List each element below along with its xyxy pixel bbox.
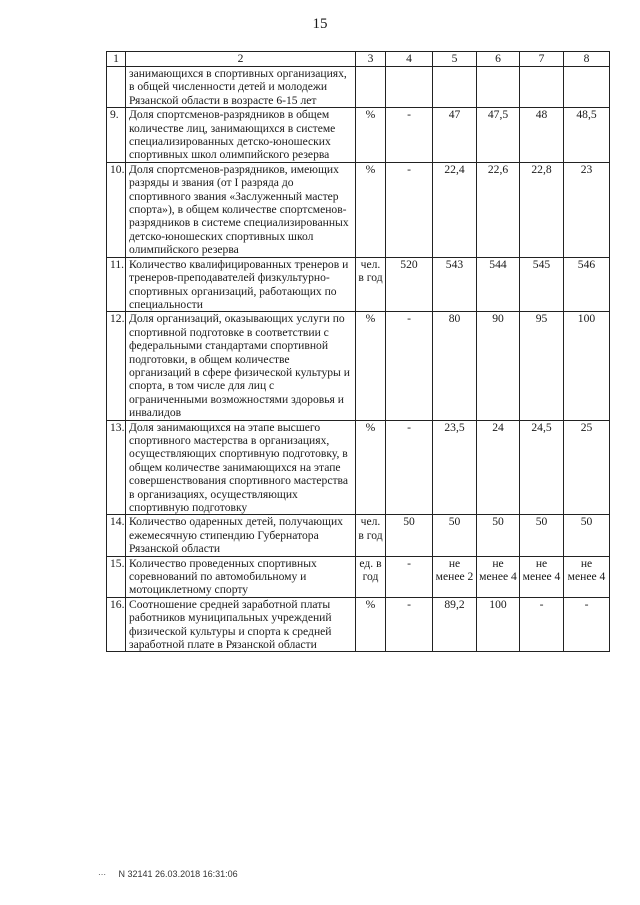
value-col-5: 22,4	[433, 162, 477, 257]
row-number: 9.	[107, 108, 126, 163]
stamp-text: N 32141 26.03.2018 16:31:06	[118, 869, 238, 879]
indicators-table	[106, 51, 610, 652]
table-row	[107, 67, 610, 108]
table-row	[107, 257, 610, 312]
value-col-7: -	[520, 597, 564, 652]
header-col-4: 4	[386, 52, 433, 67]
value-col-4	[386, 67, 433, 108]
value-col-4: -	[386, 162, 433, 257]
table-row	[107, 420, 610, 515]
indicator-text: Количество одаренных детей, получающих ежемесячную стипендию Губернатора Рязанской области	[126, 515, 356, 556]
unit-cell	[356, 67, 386, 108]
value-col-5: 50	[433, 515, 477, 556]
header-col-1: 1	[107, 52, 126, 67]
value-col-6: 24	[477, 420, 520, 515]
unit-cell: %	[356, 312, 386, 420]
row-number: 10.	[107, 162, 126, 257]
value-col-5: 23,5	[433, 420, 477, 515]
document-stamp-footer	[98, 869, 238, 879]
unit-cell: %	[356, 420, 386, 515]
header-col-6: 6	[477, 52, 520, 67]
table-row	[107, 108, 610, 163]
value-col-5: 89,2	[433, 597, 477, 652]
unit-cell: %	[356, 108, 386, 163]
value-col-8: 100	[564, 312, 610, 420]
value-col-7: не менее 4	[520, 556, 564, 597]
table-row	[107, 162, 610, 257]
value-col-6: 90	[477, 312, 520, 420]
value-col-5: не менее 2	[433, 556, 477, 597]
value-col-7: 24,5	[520, 420, 564, 515]
header-col-3: 3	[356, 52, 386, 67]
page-number: 15	[312, 16, 328, 32]
value-col-6	[477, 67, 520, 108]
indicator-text: Доля спортсменов-разрядников в общем количестве лиц, занимающихся в системе специализированных детско-юношеских спортивных школ олимпийского резерва	[126, 108, 356, 163]
value-col-6: 22,6	[477, 162, 520, 257]
indicators-table-container	[106, 51, 609, 652]
scan-stamp-icon: ⋯	[98, 870, 106, 879]
row-number: 12.	[107, 312, 126, 420]
unit-cell: %	[356, 162, 386, 257]
value-col-8: 25	[564, 420, 610, 515]
value-col-5	[433, 67, 477, 108]
row-number: 15.	[107, 556, 126, 597]
unit-cell: %	[356, 597, 386, 652]
value-col-8: -	[564, 597, 610, 652]
table-row	[107, 597, 610, 652]
value-col-4: 520	[386, 257, 433, 312]
indicator-text: Доля организаций, оказывающих услуги по спортивной подготовке в соответствии с федеральными стандартами спортивной подготовки, в общем количестве организаций в сфере физической культуры и спорта, в том числе для лиц с ограниченными возможностями здоровья и инвалидов	[126, 312, 356, 420]
value-col-5: 47	[433, 108, 477, 163]
table-header-row	[107, 52, 610, 67]
value-col-8: 48,5	[564, 108, 610, 163]
value-col-4: 50	[386, 515, 433, 556]
header-col-8: 8	[564, 52, 610, 67]
value-col-7: 48	[520, 108, 564, 163]
value-col-7: 95	[520, 312, 564, 420]
unit-cell: чел. в год	[356, 515, 386, 556]
value-col-5: 80	[433, 312, 477, 420]
value-col-8: 546	[564, 257, 610, 312]
header-col-5: 5	[433, 52, 477, 67]
value-col-6: 544	[477, 257, 520, 312]
value-col-7: 50	[520, 515, 564, 556]
indicator-text: занимающихся в спортивных организациях, в общей численности детей и молодежи Рязанской области в возрасте 6-15 лет	[126, 67, 356, 108]
indicator-text: Количество квалифицированных тренеров и тренеров-преподавателей физкультурно-спортивных организаций, работающих по специальности	[126, 257, 356, 312]
row-number: 11.	[107, 257, 126, 312]
table-row	[107, 312, 610, 420]
header-col-2: 2	[126, 52, 356, 67]
value-col-8: 23	[564, 162, 610, 257]
value-col-7	[520, 67, 564, 108]
header-col-7: 7	[520, 52, 564, 67]
row-number: 14.	[107, 515, 126, 556]
value-col-4: -	[386, 556, 433, 597]
indicator-text: Соотношение средней заработной платы работников муниципальных учреждений физической культуры и спорта к средней заработной плате в Рязанской области	[126, 597, 356, 652]
unit-cell: ед. в год	[356, 556, 386, 597]
indicator-text: Доля занимающихся на этапе высшего спортивного мастерства в организациях, осуществляющих спортивную подготовку, в общем количестве занимающихся на этапе совершенствования спортивного мастерства в организациях, осуществляющих спортивную подготовку	[126, 420, 356, 515]
indicator-text: Количество проведенных спортивных соревнований по автомобильному и мотоциклетному спорту	[126, 556, 356, 597]
value-col-6: не менее 4	[477, 556, 520, 597]
unit-cell: чел. в год	[356, 257, 386, 312]
value-col-6: 100	[477, 597, 520, 652]
row-number	[107, 67, 126, 108]
indicator-text: Доля спортсменов-разрядников, имеющих разряды и звания (от I разряда до спортивного звания «Заслуженный мастер спорта»), в общем количестве спортсменов-разрядников в системе специализированных детско-юношеских спортивных школ олимпийского резерва	[126, 162, 356, 257]
row-number: 16.	[107, 597, 126, 652]
row-number: 13.	[107, 420, 126, 515]
table-row	[107, 556, 610, 597]
value-col-7: 22,8	[520, 162, 564, 257]
value-col-4: -	[386, 108, 433, 163]
table-row	[107, 515, 610, 556]
value-col-6: 50	[477, 515, 520, 556]
value-col-8: не менее 4	[564, 556, 610, 597]
value-col-8: 50	[564, 515, 610, 556]
value-col-8	[564, 67, 610, 108]
value-col-6: 47,5	[477, 108, 520, 163]
value-col-4: -	[386, 312, 433, 420]
value-col-4: -	[386, 420, 433, 515]
value-col-5: 543	[433, 257, 477, 312]
value-col-4: -	[386, 597, 433, 652]
value-col-7: 545	[520, 257, 564, 312]
